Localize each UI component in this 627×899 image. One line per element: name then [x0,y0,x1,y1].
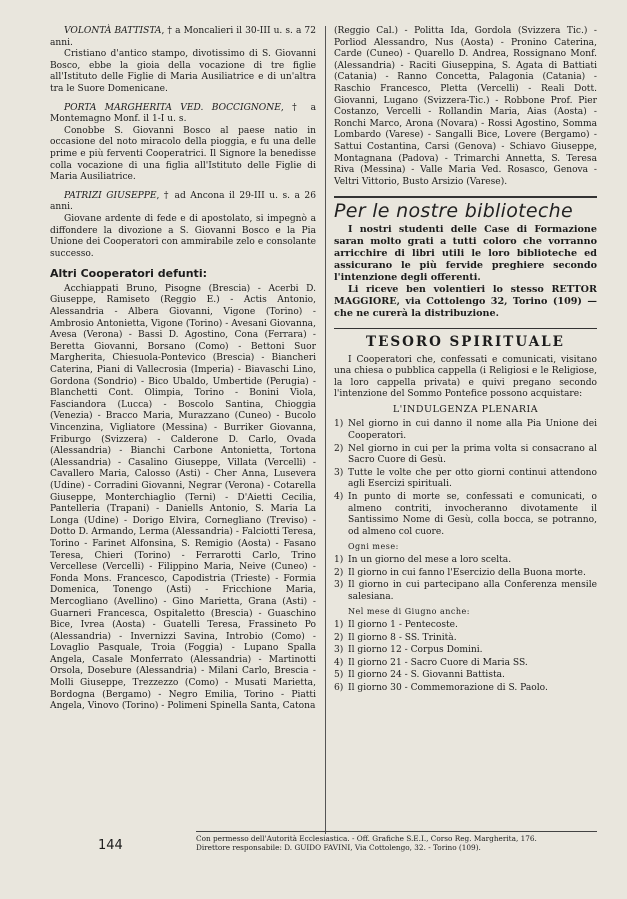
column-divider [325,26,326,834]
monthly-heading: Ogni mese: [348,542,399,552]
biblioteche-title: Per le nostre biblioteche [334,200,573,223]
section-divider-2 [334,328,597,329]
indulgenza-subtitle: L'INDULGENZA PLENARIA [392,403,539,415]
list-item: 4) Il giorno 21 - Sacro Cuore di Maria SS. [334,657,528,668]
list-item: 5) Il giorno 24 - S. Giovanni Battista. [334,670,505,681]
biblioteche-body: I nostri studenti delle Case di Formazione saran molto grati a tutti coloro che vorranno arricchire di libri utili le loro biblioteche ed assicurano le più fervide preghiere secondo l'intenzione degli offerenti. [334,223,597,283]
obituary-body-3: Giovane ardente di fede e di apostolato, si impegnò a diffondere la divozione a S. Giovanni Bosco e la Pia Unione dei Cooperatori con ammirabile zelo e consolante successo. [50,213,316,259]
tesoro-title: TESORO SPIRITUALE [366,333,565,350]
june-heading: Nel mese di Giugno anche: [348,607,470,617]
indulgence-list [334,419,597,538]
cooperators-list-right: (Reggio Cal.) - Politta Ida, Gordola (Svizzera Tic.) - Porliod Alessandro, Nus (Aosta) - Pronino Caterina, Carde (Cuneo) - Quarello D. Andrea, Rossignano Monf. (Alessandria) - Raciti Giuseppina, S. Agata di Battiati (Catania) - Ranno Concetta, Palagonia (Catania) - Raschio Francesco, Pletta (Vercelli) - Reali Dott. Giovanni, Lugano (Svizzera-Tic.) - Robbone Prof. Pier Costanzo, Vercelli - Rollandin Maria, Aias (Aosta) - Ronchi Marco, Arona (Novara) - Rossi Agostino, Somma Lombardo (Varese) - Sangalli Bice, Lovere (Bergamo) - Sattui Costantina, Carsi (Genova) - Schiavo Giuseppe, Montagnana (Padova) - Trimarchi Annetta, S. Teresa Riva (Messina) - Valle Maria Ved. Rosasco, Genova - Veltri Vittorio, Busto Arsizio (Varese). [334,26,597,187]
list-item: 1) In un giorno del mese a loro scelta. [334,555,512,565]
june-list [334,620,597,695]
list-item: 2) Il giorno in cui fanno l'Esercizio della Buona morte. [334,567,586,578]
list-item: 3) Tutte le volte che per otto giorni continui attendono agli Esercizi spirituali. [334,467,597,490]
imprint-line-2: Direttore responsabile: D. GUIDO FAVINI, Via Cottolengo, 32. - Torino (109). [196,843,481,852]
cooperators-list-left: Acchiappati Bruno, Pisogne (Brescia) - Acerbi D. Giuseppe, Ramiseto (Reggio E.) - Actis Antonio, Alessandria - Albera Giovanni, Vigone (Torino) - Ambrosio Antonietta, Vigone (Torino) - Avesani Giovanna, Avesa (Verona) - Bassi D. Agostino, Cona (Ferrara) - Beretta Giovanni, Borsano (Como) - Bettoni Suor Margherita, Chiesuola-Pontevico (Brescia) - Biancheri Caterina, Piani di Vallecrosia (Imperia) - Biavaschi Lino, Gordona (Sondrio) - Bico Ubaldo, Umbertide (Perugia) - Blanchetti Cont. Olimpia, Torino - Bonini Viola, Fasciandora (Lucca) - Boscolo Santina, Chioggia (Venezia) - Bracco Maria, Murazzano (Cuneo) - Bucolo Vincenzina, Vigliatore (Messina) - Burriker Giovanna, Friburgo (Svizzera) - Calderone D. Carlo, Ovada (Alessandria) - Bianchi Carbone Antonietta, Tortona (Alessandria) - Casalino Giuseppe, Villata (Vercelli) - Cavallero Maria, Calosso (Asti) - Cher Anna, Lusevera (Udine) - Corradini Giovanni, Negrar (Verona) - Cotarella Giuseppe, Monterchiaglio (Terni) - D'Aietti Cecilia, Pantelleria (Trapani) - Daniells Antonio, S. Maria La Longa (Udine) - Dorigo Elvira, Cornegliano (Treviso) - Dotto D. Armando, Lerma (Alessandria) - Falciotti Teresa, Torino - Farinet Alfonsina, S. Remigio (Aosta) - Fasano Teresa, Chieri (Torino) - Ferrarotti Carlo, Trino Vercellese (Vercelli) - Filippino Maria, Neive (Cuneo) - Fonda Mons. Francesco, Capodistria (Trieste) - Formia Domenica, Tonengo (Asti) - Fricchione Maria, Mercogliano (Avellino) - Gino Marietta, Grana (Asti) - Guarneri Francesca, Ospitaletto (Brescia) - Guaschino Bice, Ivrea (Aosta) - Guatelli Teresa, Frassineto Po (Alessandria) - Invernizzi Savina, Introbio (Como) - Lovaglio Pasquale, Troia (Foggia) - Lupano Spalla Angela, Casale Monferrato (Alessandria) - Martinotti Orsola, Dosebure (Alessandria) - Milani Carlo, Brescia - Molli Giuseppe, Trezzezzo (Como) - Musati Marietta, Bordogna (Bergamo) - Negro Emilia, Torino - Piatti Angela, Vinovo (Torino) - Polimeni Spinella Santa, Catona [50,283,316,712]
list-item: 3) Il giorno in cui partecipano alla Conferenza mensile salesiana. [334,580,597,602]
page-number: 144 [98,838,123,853]
list-item: 4) In punto di morte se, confessati e comunicati, o almeno contriti, invocheranno divotamente il Santissimo Nome di Gesù, colla bocca, se potranno, od almeno col cuore. [334,492,597,537]
obituary-body-1: Cristiano d'antico stampo, divotissimo di S. Giovanni Bosco, ebbe la gioia della vocazione di tre figlie all'Istituto delle Figlie di Maria Ausiliatrice e di un'altra tra le Suore Domenicane. [50,49,316,94]
cooperators-heading: Altri Cooperatori defunti: [50,267,207,281]
list-item: 1) Nel giorno in cui danno il nome alla Pia Unione dei Cooperatori. [334,419,597,442]
list-item: 2) Il giorno 8 - SS. Trinità. [334,632,457,643]
tesoro-intro: I Cooperatori che, confessati e comunicati, visitano una chiesa o pubblica cappella (i Religiosi e le Religiose, la loro cappella privata) e quivi pregano secondo l'intenzione del Sommo Pontefice possono acquistare: [334,354,597,400]
footer-divider [196,831,597,832]
obituary-name-1: VOLONTÀ BATTISTA, † a Moncalieri il 30-III u. s. a 72 anni. [50,26,316,48]
imprint-footer [196,834,601,852]
list-item: 1) Il giorno 1 - Pentecoste. [334,619,458,630]
list-item: 3) Il giorno 12 - Corpus Domini. [334,645,483,656]
obituary-body-2: Conobbe S. Giovanni Bosco al paese natio in occasione del noto miracolo della pioggia, e fu una delle prime e più ferventi Cooperatrici. Il Signore la benedisse colla vocazione di una figlia all'Istituto delle Figlie di Maria Ausiliatrice. [50,125,316,183]
right-column [334,26,597,696]
section-divider [334,196,597,198]
left-column [50,26,316,713]
list-item: 2) Nel giorno in cui per la prima volta si consacrano al Sacro Cuore di Gesù. [334,443,597,466]
biblioteche-body-2: Li riceve ben volentieri lo stesso RETTOR MAGGIORE, via Cottolengo 32, Torino (109) — che ne curerà la distribuzione. [334,283,597,319]
list-item: 6) Il giorno 30 - Commemorazione di S. Paolo. [334,682,548,693]
obituary-name-2: PORTA MARGHERITA VED. BOCCIGNONE, † a Montemagno Monf. il 1-I u. s. [50,102,316,125]
imprint-line-1: Con permesso dell'Autorità Ecclesiastica. - Off. Grafiche S.E.I., Corso Reg. Margherita, 176. [196,834,537,843]
monthly-list [334,555,597,603]
obituary-name-3: PATRIZI GIUSEPPE, † ad Ancona il 29-III u. s. a 26 anni. [50,190,316,213]
